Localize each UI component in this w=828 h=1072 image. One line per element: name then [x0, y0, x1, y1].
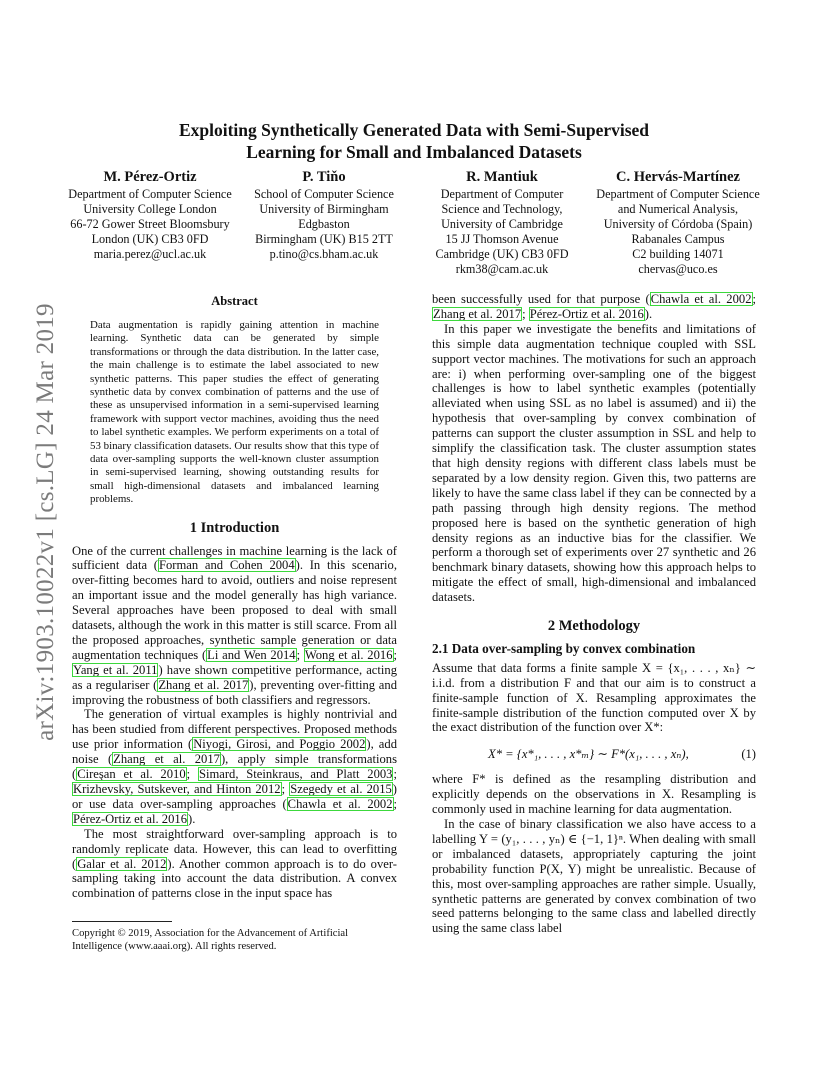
author-affiliation: Department of Computer Science — [596, 187, 760, 201]
footnote-line-1: Copyright © 2019, Association for the Advancement of Artificial — [72, 928, 349, 939]
citation-link[interactable]: Yang et al. 2011 — [73, 662, 158, 677]
author-affiliation: University of Córdoba (Spain) — [603, 217, 753, 231]
author-address: C2 building 14071 — [632, 247, 724, 261]
citation-link[interactable]: Niyogi, Girosi, and Poggio 2002 — [193, 737, 366, 752]
text: ; — [281, 782, 290, 796]
citation-link[interactable]: Simard, Steinkraus, and Platt 2003 — [198, 767, 393, 782]
citation-link[interactable]: Chawla et al. 2002 — [287, 796, 393, 811]
citation-link[interactable]: Chawla et al. 2002 — [650, 292, 752, 306]
paper-title — [100, 119, 728, 163]
text: ; — [393, 796, 398, 811]
text: ; — [522, 306, 529, 321]
author-email: maria.perez@ucl.ac.uk — [93, 247, 207, 261]
equation-body: X* = {x*₁, . . . , x*ₘ} ∼ F*(x₁, . . . , xₙ), — [488, 747, 689, 762]
author-perez-ortiz — [55, 168, 245, 262]
methodology-paragraph-3: In the case of binary classification we also have access to a labelling Y = (y₁, . . . , yₙ) ∈ {−1, 1}ⁿ. When dealing with small or imbalanced datasets, appropriately capturing the joint probability function P(X, Y) might be unrealistic. Because of this, most over-sampling approaches are rather simple. Usually, synthetic patterns are generated by convex combination of two seed patterns belonging to the same class and labelled directly using the same class label — [432, 817, 756, 936]
footnote-rule — [72, 921, 172, 922]
author-address: Rabanales Campus — [631, 232, 725, 246]
author-address: Cambridge (UK) CB3 0FD — [435, 247, 569, 261]
text: ). In this scenario, over-fitting becomes hard to avoid, outliers and noise represent an important issue and the model generally has high variance. Several approaches have been proposed to deal with small datasets, although the work in this matter is still scarce. From all the proposed approaches, synthetic sample generation or data augmentation techniques ( — [72, 558, 397, 662]
arxiv-identifier: arXiv:1903.10022v1 [cs.LG] 24 Mar 2019 — [32, 303, 59, 741]
right-column — [432, 292, 756, 936]
author-email: chervas@uco.es — [638, 262, 718, 276]
text: been successfully used for that purpose ( — [432, 292, 650, 306]
footnote-line-2: Intelligence (www.aaai.org). All rights reserved. — [72, 941, 277, 953]
text: ) or use data over-sampling approaches ( — [72, 782, 397, 811]
citation-link[interactable]: Zhang et al. 2017 — [113, 752, 220, 767]
title-line-2: Learning for Small and Imbalanced Datasets — [246, 142, 582, 162]
text: ). Another common approach is to do over-sampling taking into account the data distribution. A convex combination of patterns close in the input space has — [72, 856, 397, 901]
text: ; — [393, 647, 397, 662]
equation-number: (1) — [741, 747, 756, 762]
intro-paragraph-1 — [72, 544, 397, 708]
author-affiliation: School of Computer Science — [254, 187, 394, 201]
text: ; — [393, 767, 397, 782]
left-column — [72, 292, 397, 901]
author-affiliation: University College London — [83, 202, 217, 216]
author-email: p.tino@cs.bham.ac.uk — [269, 247, 379, 261]
author-name: C. Hervás-Martínez — [615, 169, 740, 185]
text: ), apply simple transformations ( — [72, 752, 397, 782]
text: The most straightforward over-sampling approach is to randomly replicate data. However, this can lead to overfitting ( — [72, 826, 397, 871]
intro-paragraph-2 — [72, 707, 397, 826]
author-affiliation: and Numerical Analysis, — [617, 202, 739, 216]
author-address: 15 JJ Thomson Avenue — [445, 232, 559, 246]
text: ) have shown competitive performance, acting as a regulariser ( — [72, 662, 397, 692]
methodology-heading: 2 Methodology — [547, 618, 641, 635]
methodology-paragraph-2: where F* is defined as the resampling distribution and explicitly depends on the observations in X. Resampling is commonly used in machine learning for data augmentation. — [432, 772, 756, 817]
citation-link[interactable]: Li and Wen 2014 — [207, 647, 296, 662]
title-line-1: Exploiting Synthetically Generated Data with Semi-Supervised — [178, 120, 650, 140]
citation-link[interactable]: Zhang et al. 2017 — [433, 306, 522, 321]
author-block — [55, 168, 775, 278]
citation-link[interactable]: Pérez-Ortiz et al. 2016 — [73, 811, 187, 826]
citation-link[interactable]: Forman and Cohen 2004 — [158, 558, 295, 573]
subsection-heading: 2.1 Data over-sampling by convex combination — [432, 640, 696, 656]
right-paragraph-1: In this paper we investigate the benefits and limitations of this simple data augmentation technique coupled with SSL support vector machines. The motivations for such an approach are: i) when performing over-sampling one of the biggest challenges is how to label synthetic examples (potentially alleviated when using SSL as no label is assumed) and ii) the hypothesis that over-sampling by convex combination of patterns can support the cluster assumption in SSL and help to simplify the classification task. The cluster assumption states that high density regions with different class labels must be separated by a low density region. Given this, two patterns are likely to have the same class label if they can be connected by a path passing through high density regions. The method proposed here is based on the synthetic generation of high density regions as an inductive bias for the classifier. We perform a thorough set of experiments over 27 synthetic and 26 benchmark binary datasets, showing how this approach helps to mitigate the effect of small, high-dimensional and imbalanced datasets. — [432, 321, 756, 605]
text: The generation of virtual examples is highly nontrivial and has been studied from different perspectives. Proposed methods use prior information ( — [72, 707, 397, 752]
author-name: M. Pérez-Ortiz — [103, 169, 197, 185]
text: ), add noise ( — [72, 737, 397, 767]
text: ), preventing over-fitting and improving the robustness of both classifiers and regressors. — [72, 677, 397, 707]
author-affiliation: Department of Computer Science — [68, 187, 232, 201]
author-mantiuk — [427, 168, 577, 277]
citation-link[interactable]: Wong et al. 2016 — [304, 647, 393, 662]
abstract-heading: Abstract — [211, 294, 258, 308]
text: ; — [186, 767, 198, 782]
copyright-footnote — [72, 921, 397, 954]
author-address: London (UK) CB3 0FD — [91, 232, 209, 246]
citation-link[interactable]: Szegedy et al. 2015 — [290, 782, 392, 796]
author-name: R. Mantiuk — [466, 169, 538, 185]
author-affiliation: University of Cambridge — [441, 217, 563, 231]
abstract-text: Data augmentation is rapidly gaining attention in machine learning. Synthetic data can be generated by simple transformations or through the data distribution. In the latter case, the main challenge is to estimate the label associated to new synthetic patterns. This paper studies the effect of generating synthetic data by convex combination of patterns and the use of these as unsupervised information in a semi-supervised learning framework with support vector machines, avoiding thus the need to label synthetic examples. We perform experiments on a total of 53 binary classification datasets. Our results show that this type of data over-sampling supports the well-known cluster assumption in semi-supervised learning, showing outstanding results for small high-dimensional datasets and imbalanced learning problems. — [90, 318, 379, 506]
equation-1 — [432, 747, 756, 762]
author-address: Edgbaston — [298, 217, 350, 231]
text: ; — [296, 647, 304, 662]
introduction-heading: 1 Introduction — [189, 519, 280, 536]
author-affiliation: University of Birmingham — [259, 202, 389, 216]
text: ; — [752, 292, 756, 306]
author-email: rkm38@cam.ac.uk — [455, 262, 549, 276]
text: ). — [188, 811, 196, 826]
author-name: P. Tiňo — [302, 169, 346, 185]
citation-link[interactable]: Galar et al. 2012 — [77, 856, 167, 871]
author-affiliation: Department of Computer — [440, 187, 564, 201]
citation-link[interactable]: Krizhevsky, Sutskever, and Hinton 2012 — [73, 782, 281, 796]
author-address: 66-72 Gower Street Bloomsbury — [70, 217, 230, 231]
citation-link[interactable]: Cireşan et al. 2010 — [77, 767, 186, 782]
author-address: Birmingham (UK) B15 2TT — [255, 232, 393, 246]
methodology-paragraph-1: Assume that data forms a finite sample X = {x₁, . . . , xₙ} ∼ i.i.d. from a distribution F and that our aim is to construct a finite-sample function of X. Resampling approximates the finite-sample distribution of the function computed over X by the exact distribution of the function over X*: — [432, 660, 756, 735]
right-paragraph-0 — [432, 292, 756, 322]
author-affiliation: Science and Technology, — [441, 202, 563, 216]
citation-link[interactable]: Zhang et al. 2017 — [158, 677, 249, 692]
citation-link[interactable]: Pérez-Ortiz et al. 2016 — [529, 306, 644, 321]
text: ). — [644, 306, 653, 321]
arxiv-sidebar — [26, 282, 66, 762]
text: One of the current challenges in machine learning is the lack of sufficient data ( — [72, 543, 397, 573]
author-tino — [243, 168, 405, 262]
intro-paragraph-3 — [72, 827, 397, 902]
author-hervas-martinez — [583, 168, 773, 277]
